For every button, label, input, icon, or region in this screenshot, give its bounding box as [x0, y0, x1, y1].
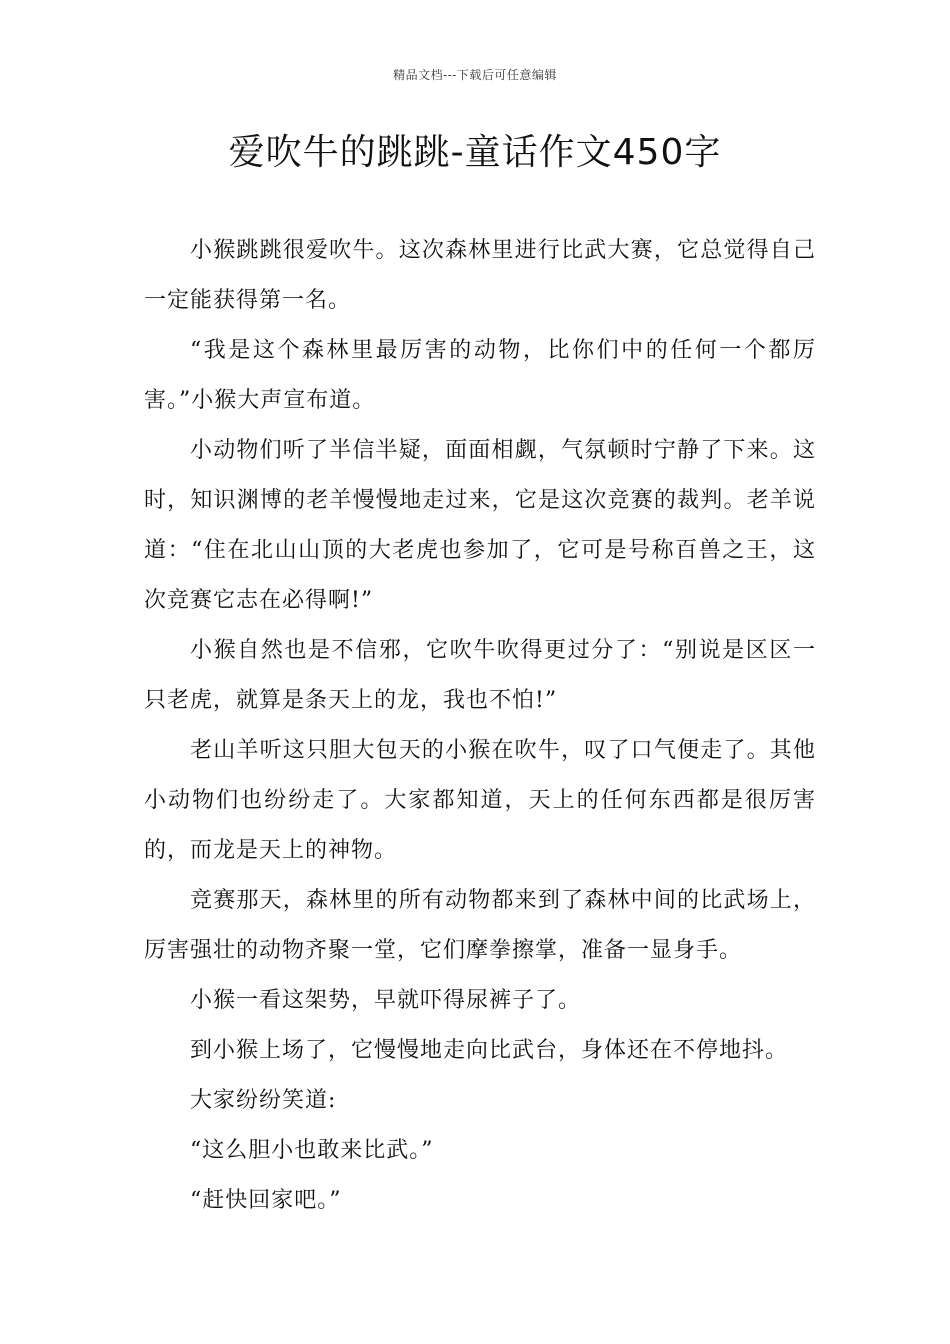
paragraph-4: 小猴自然也是不信邪，它吹牛吹得更过分了：“别说是区区一只老虎，就算是条天上的龙，我也不怕!” [144, 638, 816, 713]
paragraph-7: 小猴一看这架势，早就吓得尿裤子了。 [190, 988, 582, 1013]
paragraph-6: 竞赛那天，森林里的所有动物都来到了森林中间的比武场上，厉害强壮的动物齐聚一堂，它们摩拳擦掌，准备一显身手。 [144, 888, 816, 963]
paragraph-9: 大家纷纷笑道: [190, 1088, 337, 1113]
paragraph-8: 到小猴上场了，它慢慢地走向比武台，身体还在不停地抖。 [190, 1038, 789, 1063]
article-body [144, 226, 816, 1226]
page-title: 爱吹牛的跳跳-童话作文450字 [228, 132, 722, 173]
paragraph-3: 小动物们听了半信半疑，面面相觑，气氛顿时宁静了下来。这时，知识渊博的老羊慢慢地走过来，它是这次竞赛的裁判。老羊说道：“住在北山山顶的大老虎也参加了，它可是号称百兽之王，这次竞赛它志在必得啊!” [144, 438, 816, 613]
paragraph-10: “这么胆小也敢来比武。” [190, 1138, 434, 1163]
paragraph-2: “我是这个森林里最厉害的动物，比你们中的任何一个都厉害。”小猴大声宣布道。 [144, 338, 816, 413]
paragraph-5: 老山羊听这只胆大包天的小猴在吹牛，叹了口气便走了。其他小动物们也纷纷走了。大家都知道，天上的任何东西都是很厉害的，而龙是天上的神物。 [144, 738, 816, 863]
paragraph-1: 小猴跳跳很爱吹牛。这次森林里进行比武大赛，它总觉得自己一定能获得第一名。 [144, 238, 816, 313]
paragraph-11: “赶快回家吧。” [190, 1188, 342, 1213]
header-note: 精品文档---下载后可任意编辑 [393, 68, 557, 82]
